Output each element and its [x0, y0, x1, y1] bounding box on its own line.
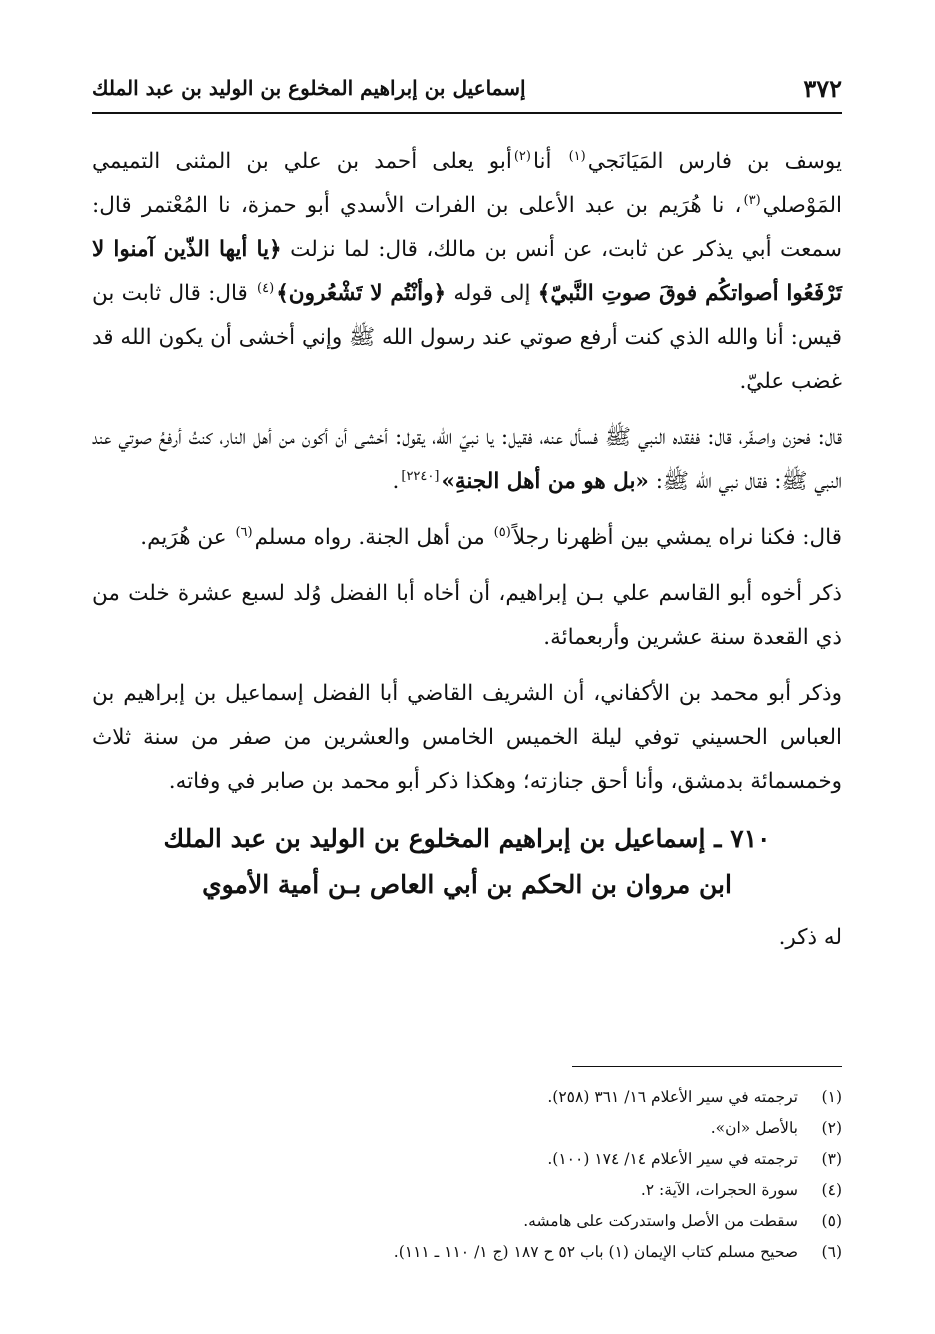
footnote-divider — [572, 1066, 842, 1067]
text-span: ، نا هُرَيم بن عبد الأعلى بن الفرات الأسدي أبو حمزة، نا المُعْتمر قال: سمعت أبي يذكر عن ثابت، عن أنس بن مالك، قال: لما نزلت — [92, 193, 842, 262]
page-header — [92, 72, 842, 114]
text-span: . — [392, 469, 400, 494]
section-heading-line-2: ابن مروان بن الحكم بن أبي العاص بـن أمية الأموي — [202, 870, 732, 899]
footnote-number: (٦) — [821, 1243, 842, 1261]
quran-quote: ﴿يا أيها الذّين آمنوا لا تَرْفَعُوا أصواتكُم فوقَ صوتِ النَّبيّ﴾ — [92, 237, 842, 306]
text-span: قال: قال ثابت بن قيس: أنا والله الذي كنت أرفع صوتي عند رسول الله ﷺ وإني أخشى أن يكون الله قد غضب عليّ. — [92, 281, 842, 394]
text-span: أبو يعلى أحمد بن علي بن المثنى التميمي المَوْصلي — [92, 149, 842, 218]
page-body — [92, 140, 842, 972]
section-text — [92, 916, 842, 960]
footnote-text: سقطت من الأصل واستدركت على هامشه. — [523, 1212, 798, 1230]
text-span: قال: فحزن واصفّر، قال: ففقده النبي ﷺ فسأل عنه، فقيل: يا نبيّ الله، يقول: أخشى أن أكون من أهل النار، كنتُ أرفعُ صوتي عند النبي ﷺ: فقال نبي الله ﷺ: — [92, 425, 842, 494]
footnote-number: (٤) — [821, 1181, 842, 1199]
footnotes-list — [92, 1082, 842, 1268]
footnote-text: صحيح مسلم كتاب الإيمان (١) باب ٥٢ ح ١٨٧ (ج ١/ ١١٠ ـ ١١١). — [393, 1243, 798, 1261]
book-page — [92, 60, 842, 1310]
running-title: إسماعيل بن إبراهيم المخلوع بن الوليد بن عبد الملك — [92, 76, 526, 100]
text-span: من أهل الجنة. رواه مسلم — [254, 525, 492, 550]
text-span: يوسف بن فارس المَيَانَجي — [587, 149, 842, 174]
footnote-item — [92, 1175, 842, 1206]
text-span: قال: فكنا نراه يمشي بين أظهرنا رجلاً — [512, 525, 842, 550]
footnote-text: ترجمته في سير الأعلام ١٦/ ٣٦١ (٢٥٨). — [547, 1088, 798, 1106]
footnote-text: سورة الحجرات، الآية: ٢. — [640, 1181, 798, 1199]
text-span: إلى قوله — [446, 281, 538, 306]
text-span: عن هُرَيم. — [140, 525, 234, 550]
footnote-ref: (٤) — [257, 280, 275, 296]
footnote-number: (٣) — [821, 1150, 842, 1168]
paragraph-3 — [92, 516, 842, 560]
footnote-item — [92, 1144, 842, 1175]
text-span: أنا — [532, 149, 567, 174]
paragraph-1 — [92, 140, 842, 404]
hadith-quote: «بل هو من أهل الجنةِ» — [441, 469, 649, 494]
text-span: ذكر أخوه أبو القاسم علي بـن إبراهيم، أن أخاه أبا الفضل وُلد لسبع عشرة خلت من ذي القعدة سنة عشرين وأربعمائة. — [92, 581, 842, 650]
footnote-text: ترجمته في سير الأعلام ١٤/ ١٧٤ (١٠٠). — [547, 1150, 798, 1168]
footnote-ref: (٦) — [235, 524, 253, 540]
text-span: وذكر أبو محمد بن الأكفاني، أن الشريف القاضي أبا الفضل إسماعيل بن إبراهيم بن العباس الحسيني توفي ليلة الخميس الخامس والعشرين من صفر من سنة ثلاث وخمسمائة بدمشق، وأنا أحق جنازته؛ وهكذا ذكر أبو محمد بن صابر في وفاته. — [92, 681, 842, 794]
footnote-number: (١) — [821, 1088, 842, 1106]
footnote-number: (٢) — [821, 1119, 842, 1137]
paragraph-5 — [92, 672, 842, 804]
quran-quote: ﴿وأنْتُم لا تَشْعُرون﴾ — [276, 281, 447, 306]
text-span: له ذكر. — [778, 925, 842, 950]
paragraph-2 — [92, 416, 842, 504]
footnote-ref: (٢) — [513, 148, 531, 164]
footnote-ref: (٥) — [493, 524, 511, 540]
footnote-text: بالأصل «ان». — [710, 1119, 798, 1137]
footnote-item — [92, 1113, 842, 1144]
footnote-item — [92, 1206, 842, 1237]
section-heading — [92, 816, 842, 908]
hadith-number: [٢٢٤٠] — [401, 468, 440, 484]
paragraph-4 — [92, 572, 842, 660]
footnote-ref: (٣) — [743, 192, 761, 208]
footnote-ref: (١) — [568, 148, 586, 164]
footnote-number: (٥) — [821, 1212, 842, 1230]
section-heading-line-1: ٧١٠ ـ إسماعيل بن إبراهيم المخلوع بن الوليد بن عبد الملك — [163, 824, 771, 853]
footnote-item — [92, 1082, 842, 1113]
page-number: ٣٧٢ — [803, 74, 842, 103]
footnote-item — [92, 1237, 842, 1268]
